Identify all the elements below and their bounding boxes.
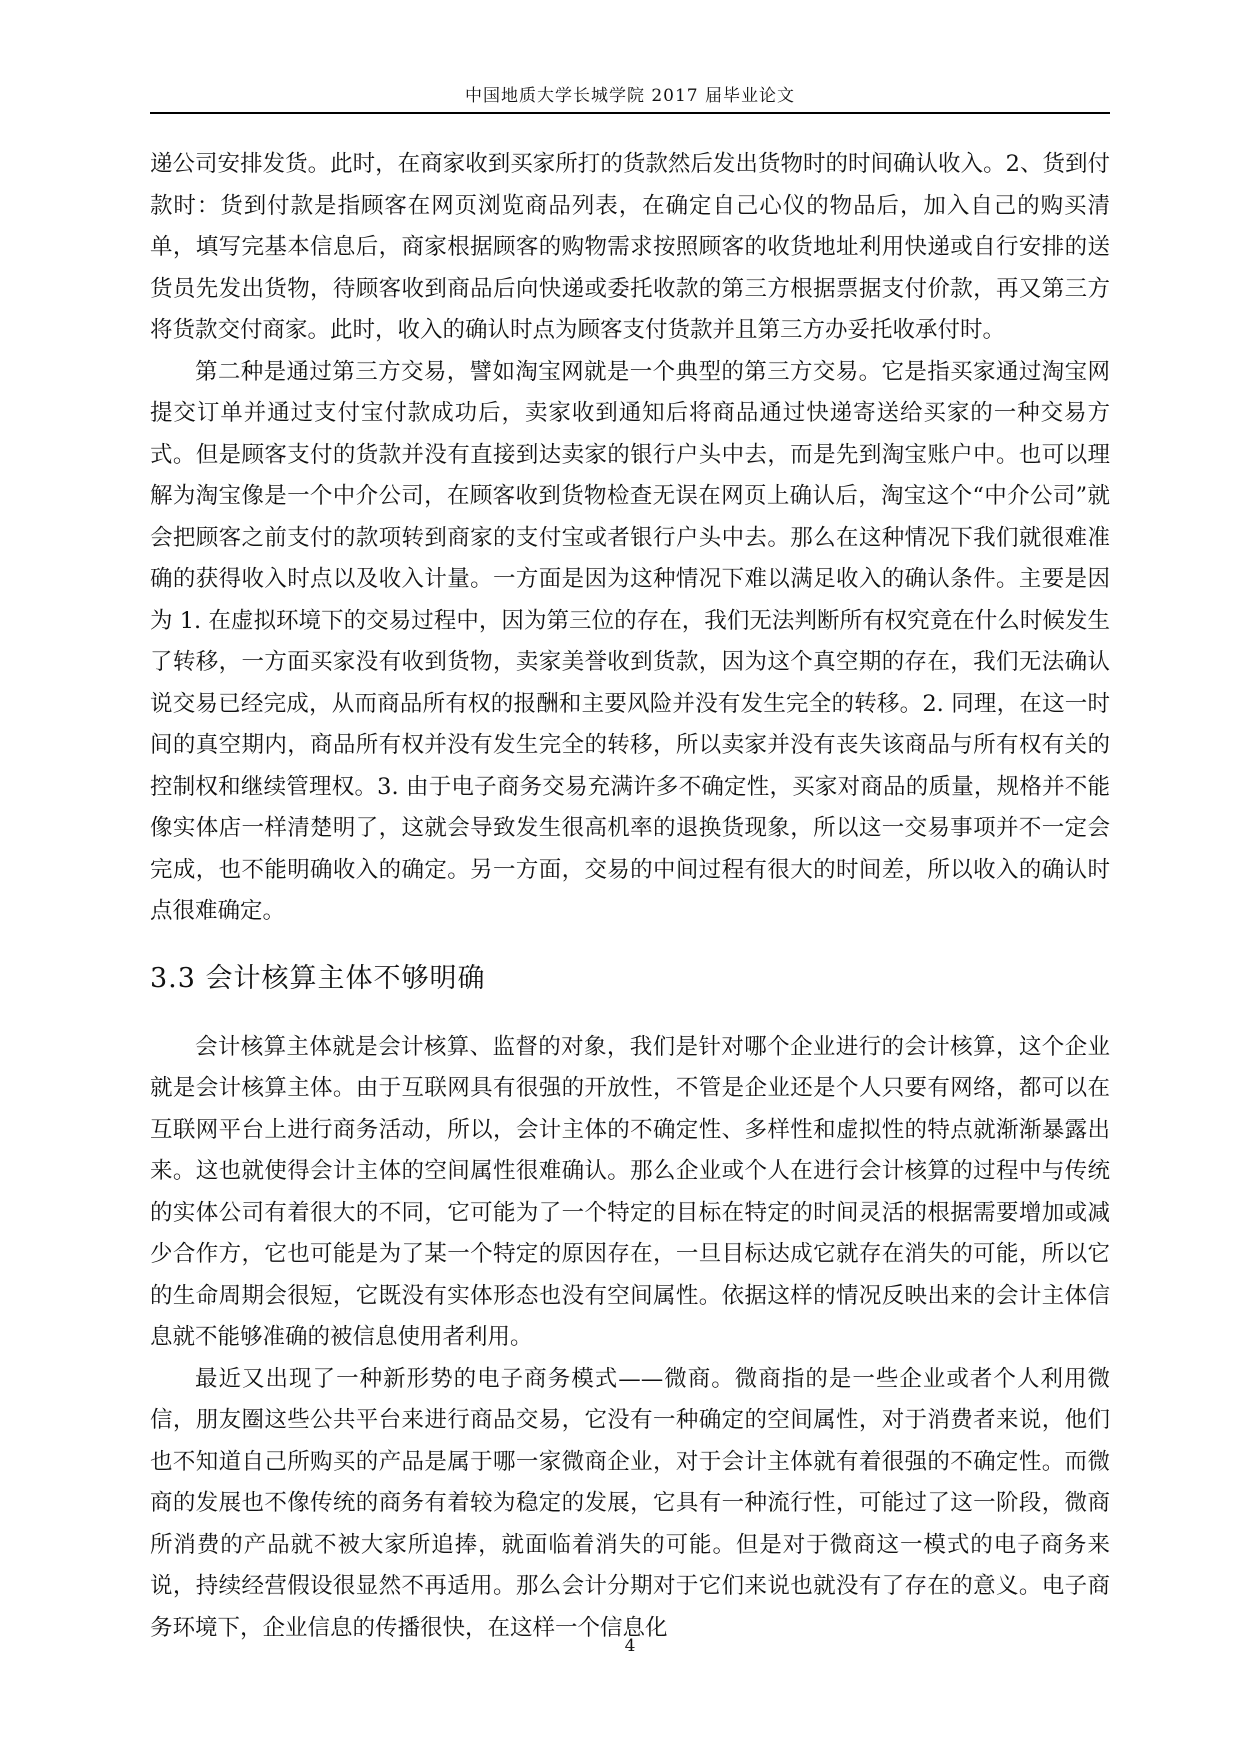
body-paragraph: 最近又出现了一种新形势的电子商务模式——微商。微商指的是一些企业或者个人利用微信，朋友圈这些公共平台来进行商品交易，它没有一种确定的空间属性，对于消费者来说，他们也不知道自己所购买的产品是属于哪一家微商企业，对于会计主体就有着很强的不确定性。而微商的发展也不像传统的商务有着较为稳定的发展，它具有一种流行性，可能过了这一阶段，微商所消费的产品就不被大家所追捧，就面临着消失的可能。但是对于微商这一模式的电子商务来说，持续经营假设很显然不再适用。那么会计分期对于它们来说也就没有了存在的意义。电子商务环境下，企业信息的传播很快，在这样一个信息化 <box>150 1365 1110 1641</box>
body-paragraph: 第二种是通过第三方交易，譬如淘宝网就是一个典型的第三方交易。它是指买家通过淘宝网提交订单并通过支付宝付款成功后，卖家收到通知后将商品通过快递寄送给买家的一种交易方式。但是顾客支付的货款并没有直接到达卖家的银行户头中去，而是先到淘宝账户中。也可以理解为淘宝像是一个中介公司，在顾客收到货物检查无误在网页上确认后，淘宝这个“中介公司”就会把顾客之前支付的款项转到商家的支付宝或者银行户头中去。那么在这种情况下我们就很难准确的获得收入时点以及收入计量。一方面是因为这种情况下难以满足收入的确认条件。主要是因为 1. 在虚拟环境下的交易过程中，因为第三位的存在，我们无法判断所有权究竟在什么时候发生了转移，一方面买家没有收到货物，卖家美誉收到货款，因为这个真空期的存在，我们无法确认说交易已经完成，从而商品所有权的报酬和主要风险并没有发生完全的转移。2. 同理，在这一时间的真空期内，商品所有权并没有发生完全的转移，所以卖家并没有丧失该商品与所有权有关的控制权和继续管理权。3. 由于电子商务交易充满许多不确定性，买家对商品的质量，规格并不能像实体店一样清楚明了，这就会导致发生很高机率的退换货现象，所以这一交易事项并不一定会完成，也不能明确收入的确定。另一方面，交易的中间过程有很大的时间差，所以收入的确认时点很难确定。 <box>150 358 1110 924</box>
body-paragraph: 递公司安排发货。此时，在商家收到买家所打的货款然后发出货物时的时间确认收入。2、货到付款时：货到付款是指顾客在网页浏览商品列表，在确定自己心仪的物品后，加入自己的购买清单，填写完基本信息后，商家根据顾客的购物需求按照顾客的收货地址利用快递或自行安排的送货员先发出货物，待顾客收到商品后向快递或委托收款的第三方根据票据支付价款，再又第三方将货款交付商家。此时，收入的确认时点为顾客支付货款并且第三方办妥托收承付时。 <box>150 151 1110 343</box>
document-body <box>150 144 1110 1649</box>
page-header: 中国地质大学长城学院 2017 届毕业论文 <box>464 86 796 106</box>
page-number: 4 <box>624 1636 636 1656</box>
header-divider <box>150 112 1110 114</box>
body-paragraph: 会计核算主体就是会计核算、监督的对象，我们是针对哪个企业进行的会计核算，这个企业就是会计核算主体。由于互联网具有很强的开放性，不管是企业还是个人只要有网络，都可以在互联网平台上进行商务活动，所以，会计主体的不确定性、多样性和虚拟性的特点就渐渐暴露出来。这也就使得会计主体的空间属性很难确认。那么企业或个人在进行会计核算的过程中与传统的实体公司有着很大的不同，它可能为了一个特定的目标在特定的时间灵活的根据需要增加或减少合作方，它也可能是为了某一个特定的原因存在，一旦目标达成它就存在消失的可能，所以它的生命周期会很短，它既没有实体形态也没有空间属性。依据这样的情况反映出来的会计主体信息就不能够准确的被信息使用者利用。 <box>150 1033 1110 1350</box>
section-heading: 3.3 会计核算主体不够明确 <box>150 962 486 994</box>
